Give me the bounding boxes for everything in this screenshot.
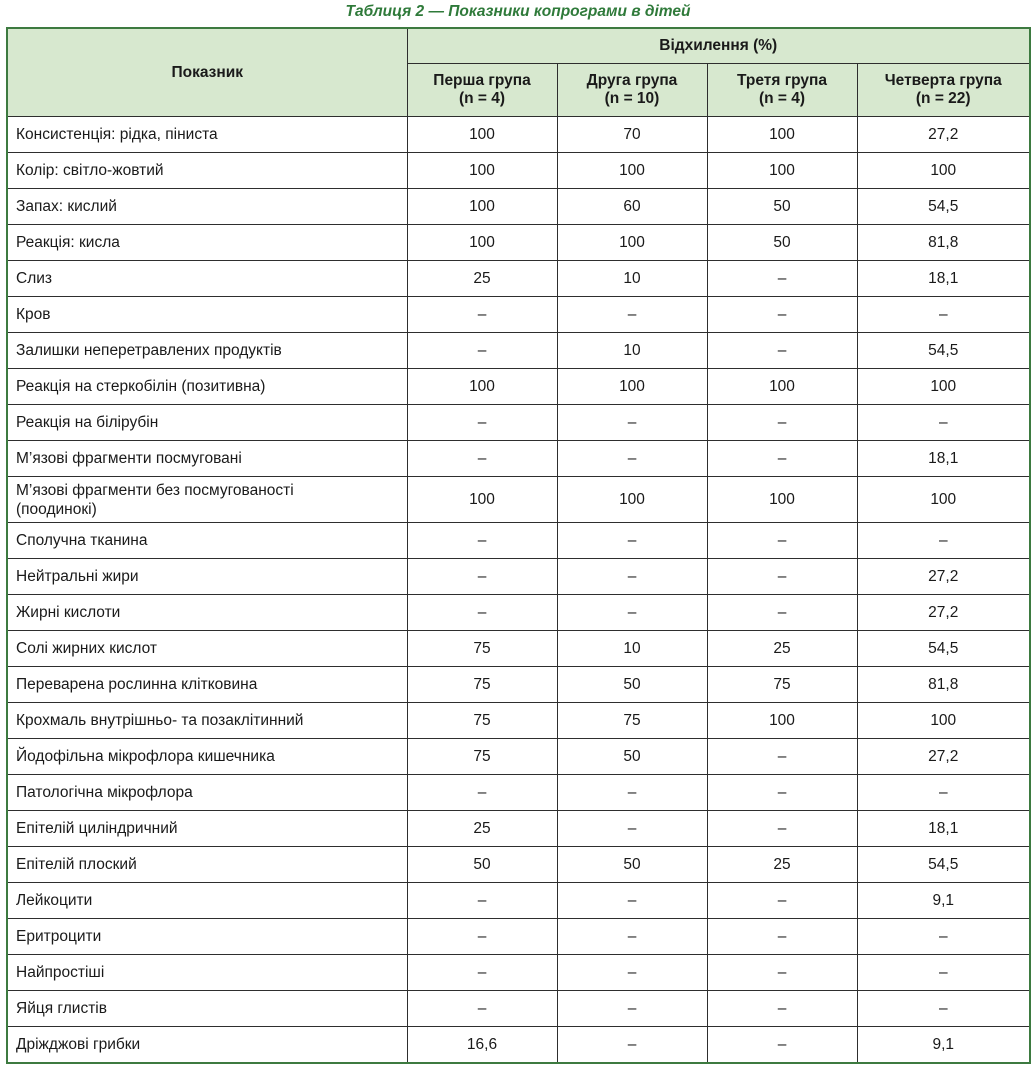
cell-group-4: –: [857, 775, 1030, 811]
cell-group-4: 81,8: [857, 225, 1030, 261]
table-row: [7, 703, 1030, 739]
table-row: [7, 117, 1030, 153]
cell-group-3: 50: [707, 189, 857, 225]
cell-group-1: –: [407, 991, 557, 1027]
cell-group-2: 100: [557, 225, 707, 261]
row-indicator-name: Найпростіші: [7, 955, 407, 991]
row-indicator-name: Солі жирних кислот: [7, 631, 407, 667]
table-body: [7, 117, 1030, 1064]
cell-group-4: 27,2: [857, 595, 1030, 631]
cell-group-4: –: [857, 523, 1030, 559]
cell-group-2: –: [557, 297, 707, 333]
row-indicator-name: Колір: світло-жовтий: [7, 153, 407, 189]
cell-group-4: 27,2: [857, 559, 1030, 595]
cell-group-1: 16,6: [407, 1027, 557, 1064]
cell-group-4: 54,5: [857, 189, 1030, 225]
cell-group-3: 100: [707, 369, 857, 405]
table-row: [7, 991, 1030, 1027]
table-row: [7, 153, 1030, 189]
cell-group-2: 50: [557, 739, 707, 775]
table-caption: Таблиця 2 — Показники копрограми в дітей: [345, 3, 691, 20]
table-row: [7, 477, 1030, 523]
table-row: [7, 523, 1030, 559]
cell-group-2: –: [557, 595, 707, 631]
cell-group-2: 100: [557, 369, 707, 405]
row-indicator-name: Слиз: [7, 261, 407, 297]
cell-group-3: 100: [707, 153, 857, 189]
cell-group-3: –: [707, 559, 857, 595]
cell-group-4: 18,1: [857, 261, 1030, 297]
cell-group-3: –: [707, 991, 857, 1027]
cell-group-4: 100: [857, 703, 1030, 739]
cell-group-3: –: [707, 955, 857, 991]
table-row: [7, 297, 1030, 333]
cell-group-2: –: [557, 811, 707, 847]
cell-group-3: –: [707, 739, 857, 775]
cell-group-2: –: [557, 1027, 707, 1064]
cell-group-1: –: [407, 775, 557, 811]
table-row: [7, 631, 1030, 667]
table-row: [7, 1027, 1030, 1064]
row-indicator-name: Запах: кислий: [7, 189, 407, 225]
row-indicator-name: Еритроцити: [7, 919, 407, 955]
table-row: [7, 811, 1030, 847]
cell-group-2: 50: [557, 847, 707, 883]
row-indicator-name: Кров: [7, 297, 407, 333]
row-indicator-name: Яйця глистів: [7, 991, 407, 1027]
header-indicator: Показник: [7, 28, 407, 117]
row-indicator-name: Реакція: кисла: [7, 225, 407, 261]
cell-group-4: 9,1: [857, 1027, 1030, 1064]
cell-group-2: 75: [557, 703, 707, 739]
cell-group-1: 75: [407, 703, 557, 739]
cell-group-4: –: [857, 405, 1030, 441]
cell-group-4: 81,8: [857, 667, 1030, 703]
cell-group-2: 10: [557, 261, 707, 297]
cell-group-2: –: [557, 991, 707, 1027]
cell-group-4: 54,5: [857, 631, 1030, 667]
row-indicator-name: Епітелій плоский: [7, 847, 407, 883]
cell-group-3: –: [707, 523, 857, 559]
cell-group-1: –: [407, 333, 557, 369]
header-group-2: Друга група (n = 10): [557, 64, 707, 117]
cell-group-4: 100: [857, 369, 1030, 405]
cell-group-4: 54,5: [857, 847, 1030, 883]
cell-group-3: 100: [707, 477, 857, 523]
cell-group-3: –: [707, 919, 857, 955]
cell-group-3: 50: [707, 225, 857, 261]
row-indicator-name: Лейкоцити: [7, 883, 407, 919]
table-row: [7, 405, 1030, 441]
cell-group-3: –: [707, 775, 857, 811]
cell-group-1: –: [407, 883, 557, 919]
table-row: [7, 225, 1030, 261]
cell-group-4: 54,5: [857, 333, 1030, 369]
coprogram-table: [6, 27, 1031, 1064]
cell-group-2: 10: [557, 631, 707, 667]
cell-group-3: –: [707, 1027, 857, 1064]
cell-group-1: 25: [407, 261, 557, 297]
cell-group-2: –: [557, 919, 707, 955]
cell-group-4: 18,1: [857, 811, 1030, 847]
cell-group-4: 100: [857, 477, 1030, 523]
cell-group-1: 100: [407, 225, 557, 261]
row-indicator-name: Патологічна мікрофлора: [7, 775, 407, 811]
cell-group-1: 100: [407, 369, 557, 405]
cell-group-1: 100: [407, 189, 557, 225]
table-row: [7, 595, 1030, 631]
cell-group-3: –: [707, 333, 857, 369]
row-indicator-name: Сполучна тканина: [7, 523, 407, 559]
cell-group-1: 75: [407, 631, 557, 667]
cell-group-2: 10: [557, 333, 707, 369]
table-row: [7, 739, 1030, 775]
cell-group-3: –: [707, 261, 857, 297]
cell-group-2: –: [557, 775, 707, 811]
cell-group-3: –: [707, 405, 857, 441]
cell-group-4: –: [857, 991, 1030, 1027]
row-indicator-name: М’язові фрагменти без посмугованості (поодинокі): [7, 477, 407, 523]
table-row: [7, 189, 1030, 225]
row-indicator-name: Епітелій циліндричний: [7, 811, 407, 847]
cell-group-1: 50: [407, 847, 557, 883]
cell-group-1: –: [407, 559, 557, 595]
cell-group-3: –: [707, 297, 857, 333]
cell-group-3: 75: [707, 667, 857, 703]
cell-group-2: 100: [557, 477, 707, 523]
cell-group-1: 25: [407, 811, 557, 847]
cell-group-4: 27,2: [857, 117, 1030, 153]
row-indicator-name: Йодофільна мікрофлора кишечника: [7, 739, 407, 775]
cell-group-1: –: [407, 919, 557, 955]
cell-group-2: –: [557, 523, 707, 559]
row-indicator-name: Жирні кислоти: [7, 595, 407, 631]
row-indicator-name: Дріжджові грибки: [7, 1027, 407, 1064]
cell-group-4: –: [857, 919, 1030, 955]
header-group-4: Четверта група (n = 22): [857, 64, 1030, 117]
cell-group-1: 100: [407, 117, 557, 153]
cell-group-2: –: [557, 441, 707, 477]
cell-group-4: 27,2: [857, 739, 1030, 775]
cell-group-1: –: [407, 441, 557, 477]
cell-group-1: –: [407, 405, 557, 441]
header-deviation: Відхилення (%): [407, 28, 1030, 64]
cell-group-3: –: [707, 441, 857, 477]
cell-group-1: 100: [407, 477, 557, 523]
table-header: [7, 28, 1030, 117]
cell-group-2: 70: [557, 117, 707, 153]
cell-group-2: –: [557, 405, 707, 441]
cell-group-3: –: [707, 883, 857, 919]
table-row: [7, 775, 1030, 811]
cell-group-3: –: [707, 811, 857, 847]
cell-group-3: 25: [707, 631, 857, 667]
cell-group-4: 100: [857, 153, 1030, 189]
row-indicator-name: Реакція на білірубін: [7, 405, 407, 441]
row-indicator-name: М’язові фрагменти посмуговані: [7, 441, 407, 477]
cell-group-4: 9,1: [857, 883, 1030, 919]
table-row: [7, 369, 1030, 405]
row-indicator-name: Переварена рослинна клітковина: [7, 667, 407, 703]
row-indicator-name: Нейтральні жири: [7, 559, 407, 595]
cell-group-4: 18,1: [857, 441, 1030, 477]
table-row: [7, 919, 1030, 955]
row-indicator-name: Реакція на стеркобілін (позитивна): [7, 369, 407, 405]
header-group-3: Третя група (n = 4): [707, 64, 857, 117]
table-row: [7, 261, 1030, 297]
cell-group-4: –: [857, 955, 1030, 991]
cell-group-2: 60: [557, 189, 707, 225]
cell-group-1: –: [407, 297, 557, 333]
cell-group-1: –: [407, 955, 557, 991]
cell-group-3: 100: [707, 117, 857, 153]
table-row: [7, 883, 1030, 919]
table-row: [7, 333, 1030, 369]
cell-group-2: 100: [557, 153, 707, 189]
cell-group-3: 25: [707, 847, 857, 883]
row-indicator-name: Консистенція: рідка, пiниста: [7, 117, 407, 153]
header-group-1: Перша група (n = 4): [407, 64, 557, 117]
table-row: [7, 667, 1030, 703]
table-row: [7, 559, 1030, 595]
cell-group-1: –: [407, 595, 557, 631]
row-indicator-name: Крохмаль внутрішньо- та позаклітинний: [7, 703, 407, 739]
row-indicator-name: Залишки неперетравлених продуктів: [7, 333, 407, 369]
cell-group-1: 75: [407, 739, 557, 775]
cell-group-1: 75: [407, 667, 557, 703]
cell-group-3: –: [707, 595, 857, 631]
cell-group-2: –: [557, 883, 707, 919]
cell-group-2: –: [557, 559, 707, 595]
cell-group-2: 50: [557, 667, 707, 703]
table-row: [7, 441, 1030, 477]
table-row: [7, 955, 1030, 991]
cell-group-1: 100: [407, 153, 557, 189]
cell-group-2: –: [557, 955, 707, 991]
cell-group-4: –: [857, 297, 1030, 333]
cell-group-1: –: [407, 523, 557, 559]
table-row: [7, 847, 1030, 883]
cell-group-3: 100: [707, 703, 857, 739]
